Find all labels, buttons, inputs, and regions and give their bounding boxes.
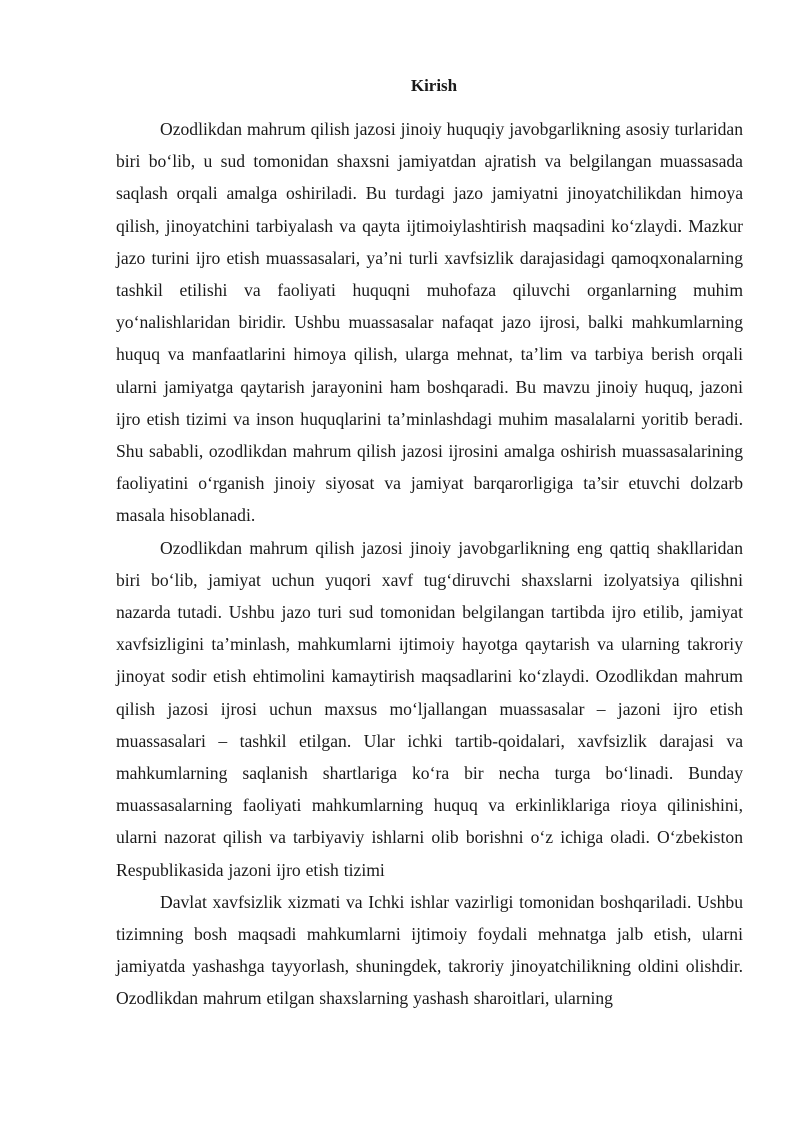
document-body <box>116 113 743 1015</box>
paragraph-1: Ozodlikdan mahrum qilish jazosi jinoiy huquqiy javobgarlikning asosiy turlaridan biri bo‘lib, u sud tomonidan shaxsni jamiyatdan ajratish va belgilangan muassasada saqlash orqali amalga oshiriladi. Bu turdagi jazo jamiyatni jinoyatchilikdan himoya qilish, jinoyatchini tarbiyalash va qayta ijtimoiylashtirish maqsadini ko‘zlaydi. Mazkur jazo turini ijro etish muassasalari, ya’ni turli xavfsizlik darajasidagi qamoqxonalarning tashkil etilishi va faoliyati huquqni muhofaza qiluvchi organlarning muhim yo‘nalishlaridan biridir. Ushbu muassasalar nafaqat jazo ijrosi, balki mahkumlarning huquq va manfaatlarini himoya qilish, ularga mehnat, ta’lim va tarbiya berish orqali ularni jamiyatga qaytarish jarayonini ham boshqaradi. Bu mavzu jinoiy huquq, jazoni ijro etish tizimi va inson huquqlarini ta’minlashdagi muhim masalalarni yoritib beradi. Shu sababli, ozodlikdan mahrum qilish jazosi ijrosini amalga oshirish muassasalarining faoliyatini o‘rganish jinoiy siyosat va jamiyat barqarorligiga ta’sir etuvchi dolzarb masala hisoblanadi. <box>116 119 743 526</box>
paragraph-2: Ozodlikdan mahrum qilish jazosi jinoiy javobgarlikning eng qattiq shakllaridan biri bo‘lib, jamiyat uchun yuqori xavf tug‘diruvchi shaxslarni izolyatsiya qilishni nazarda tutadi. Ushbu jazo turi sud tomonidan belgilangan tartibda ijro etilib, jamiyat xavfsizligini ta’minlash, mahkumlarni ijtimoiy hayotga qaytarish va ularning takroriy jinoyat sodir etish ehtimolini kamaytirish maqsadlarini ko‘zlaydi. Ozodlikdan mahrum qilish jazosi ijrosi uchun maxsus mo‘ljallangan muassasalar – jazoni ijro etish muassasalari – tashkil etilgan. Ular ichki tartib-qoidalari, xavfsizlik darajasi va mahkumlarning saqlanish shartlariga ko‘ra bir necha turga bo‘linadi. Bunday muassasalarning faoliyati mahkumlarning huquq va erkinliklariga rioya qilinishini, ularni nazorat qilish va tarbiyaviy ishlarni olib borishni o‘z ichiga oladi. O‘zbekiston Respublikasida jazoni ijro etish tizimi <box>116 537 743 880</box>
paragraph-3: Davlat xavfsizlik xizmati va Ichki ishlar vazirligi tomonidan boshqariladi. Ushbu tizimning bosh maqsadi mahkumlarni ijtimoiy foydali mehnatga jalb etish, ularni jamiyatda yashashga tayyorlash, shuningdek, takroriy jinoyatchilikning oldini olishdir. Ozodlikdan mahrum etilgan shaxslarning yashash sharoitlari, ularning <box>116 891 743 1009</box>
document-title: Kirish <box>410 76 458 95</box>
